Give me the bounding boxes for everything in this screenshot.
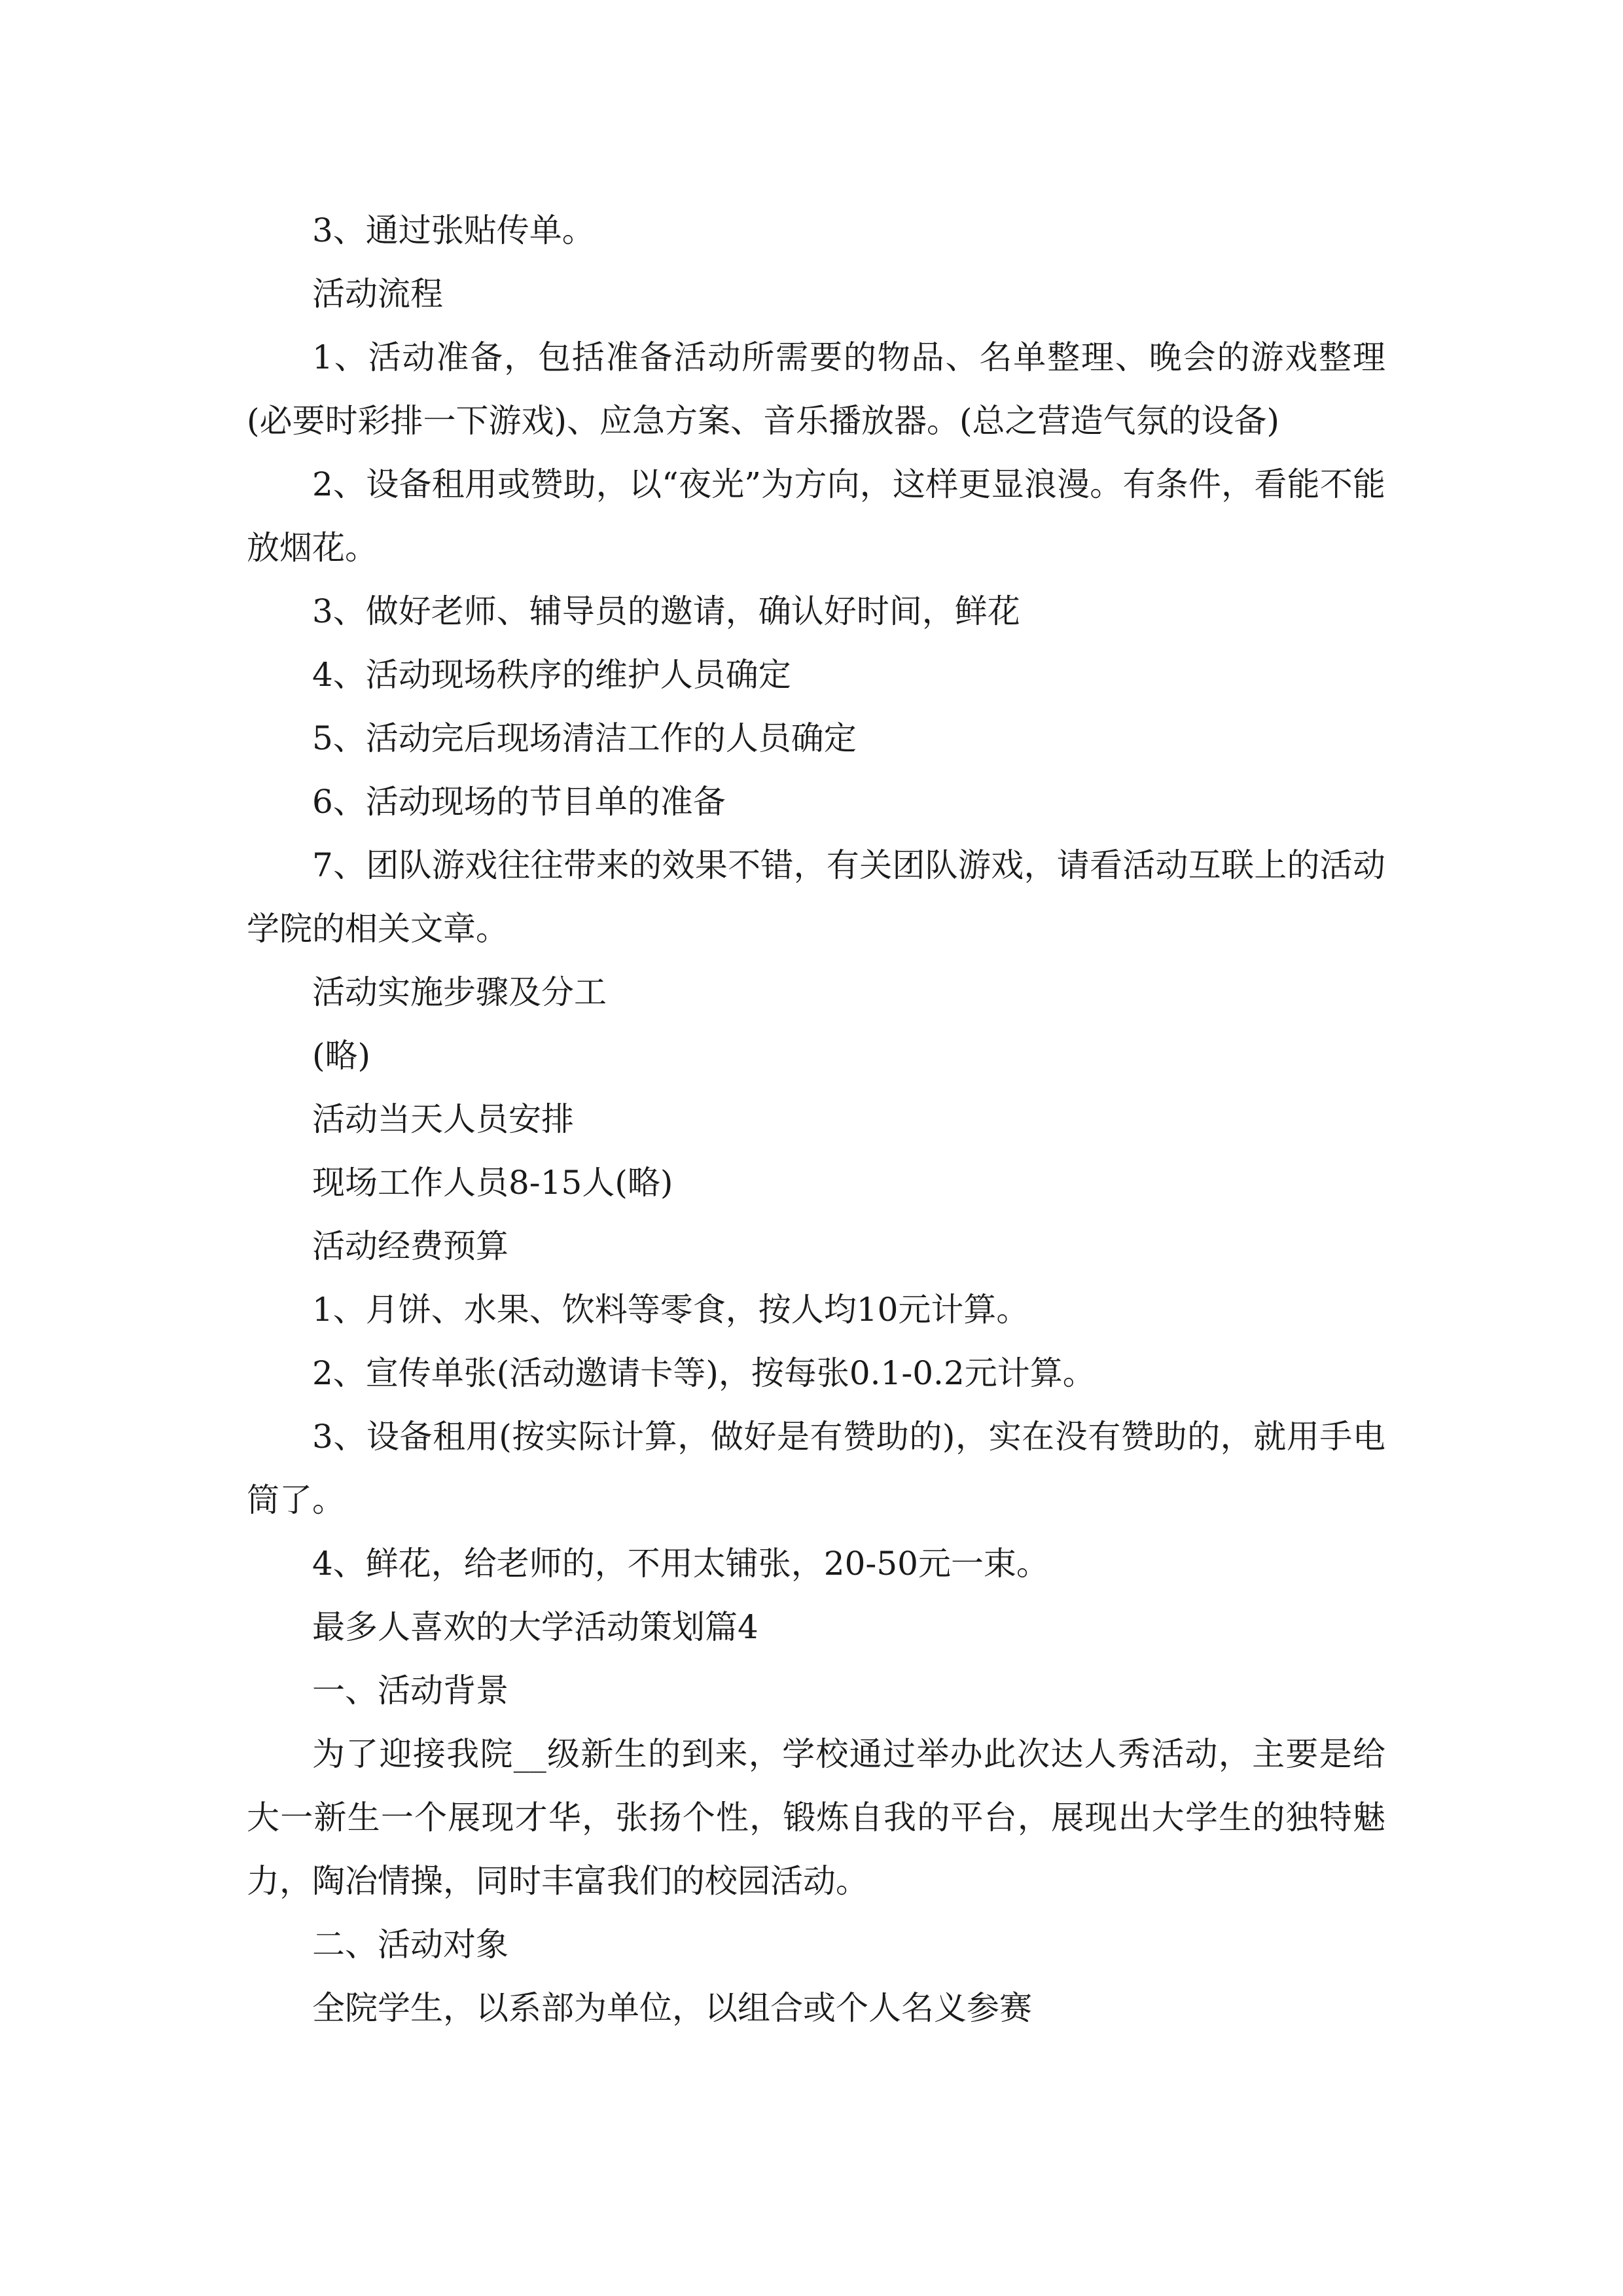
- article-title: 最多人喜欢的大学活动策划篇4: [312, 1608, 758, 1646]
- paragraph: 4、鲜花，给老师的，不用太铺张，20-50元一束。: [312, 1545, 1049, 1583]
- paragraph: 4、活动现场秩序的维护人员确定: [312, 656, 791, 694]
- section-heading: 活动流程: [312, 275, 443, 313]
- paragraph: 5、活动完后现场清洁工作的人员确定: [312, 719, 857, 757]
- paragraph: 2、宣传单张(活动邀请卡等)，按每张0.1-0.2元计算。: [312, 1354, 1096, 1392]
- paragraph: 为了迎接我院__级新生的到来，学校通过举办此次达人秀活动，主要是给大一新生一个展现才华，张扬个性，锻炼自我的平台，展现出大学生的独特魅力，陶冶情操，同时丰富我们的校园活动。: [247, 1735, 1385, 1900]
- paragraph: 3、通过张贴传单。: [312, 211, 595, 249]
- paragraph: 1、活动准备，包括准备活动所需要的物品、名单整理、晚会的游戏整理(必要时彩排一下游戏)、应急方案、音乐播放器。(总之营造气氛的设备): [247, 338, 1385, 440]
- section-heading: 活动经费预算: [312, 1227, 508, 1265]
- paragraph: 现场工作人员8-15人(略): [312, 1164, 673, 1202]
- section-heading: 活动实施步骤及分工: [312, 973, 607, 1011]
- paragraph: 3、设备租用(按实际计算，做好是有赞助的)，实在没有赞助的，就用手电筒了。: [247, 1418, 1385, 1519]
- section-heading: 二、活动对象: [312, 1926, 508, 1964]
- paragraph: 1、月饼、水果、饮料等零食，按人均10元计算。: [312, 1291, 1029, 1329]
- paragraph: (略): [312, 1037, 371, 1075]
- section-heading: 一、活动背景: [312, 1672, 508, 1710]
- paragraph: 3、做好老师、辅导员的邀请，确认好时间，鲜花: [312, 592, 1020, 630]
- section-heading: 活动当天人员安排: [312, 1100, 574, 1138]
- paragraph: 7、团队游戏往往带来的效果不错，有关团队游戏，请看活动互联上的活动学院的相关文章。: [247, 846, 1385, 948]
- paragraph: 6、活动现场的节目单的准备: [312, 783, 726, 821]
- paragraph: 全院学生，以系部为单位，以组合或个人名义参赛: [312, 1989, 1032, 2027]
- paragraph: 2、设备租用或赞助，以“夜光”为方向，这样更显浪漫。有条件，看能不能放烟花。: [247, 465, 1385, 567]
